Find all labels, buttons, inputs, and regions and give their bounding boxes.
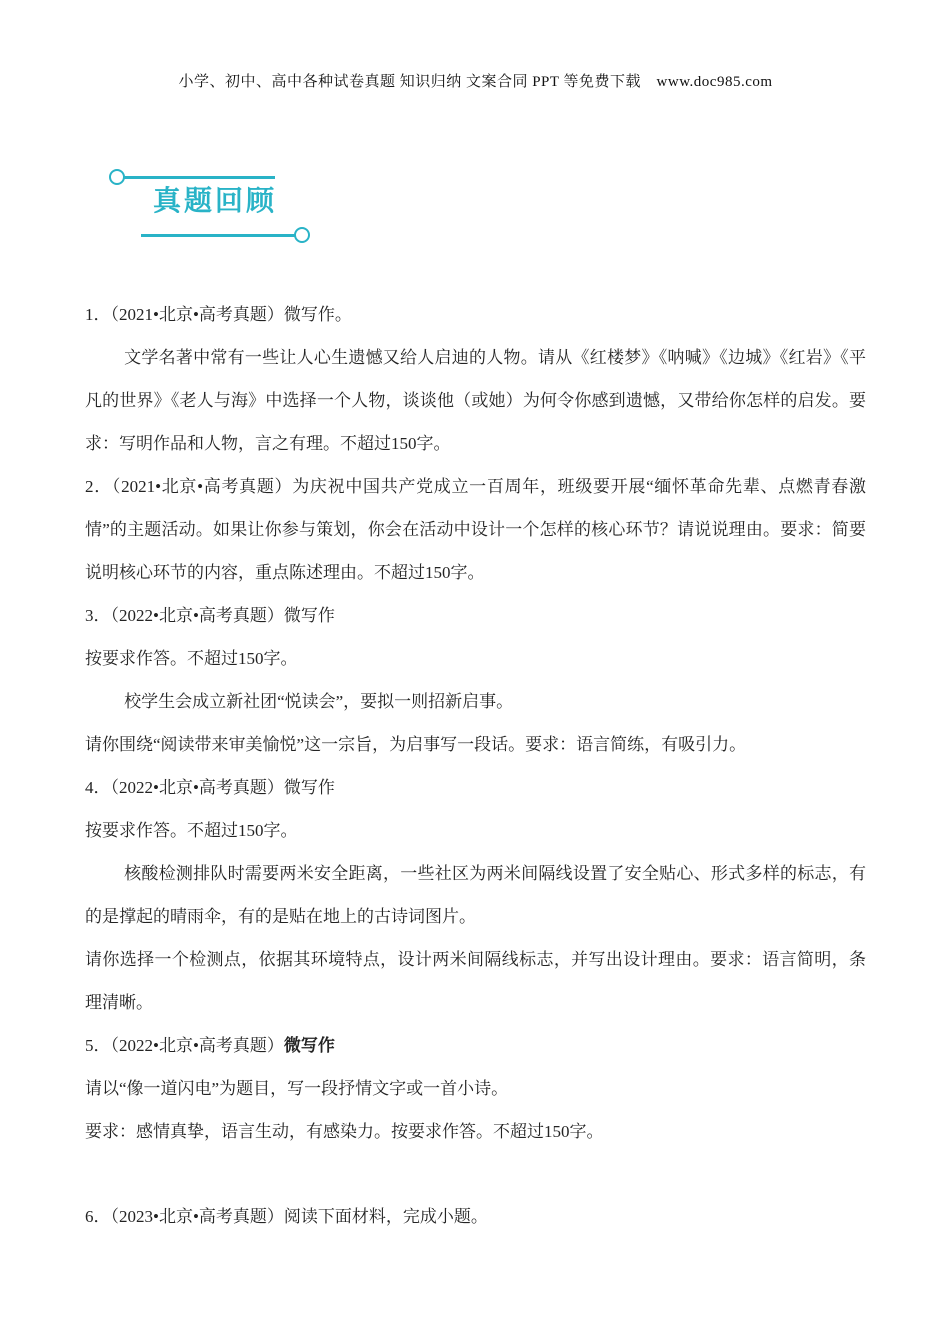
decorative-circle-right-icon: [294, 227, 310, 243]
question-3-body: 校学生会成立新社团“悦读会”，要拟一则招新启事。: [124, 692, 514, 711]
question-5-requirement: 要求：感情真挚，语言生动，有感染力。按要求作答。不超过150字。: [85, 1122, 604, 1141]
question-6-heading: 6．（2023•北京•高考真题）阅读下面材料，完成小题。: [85, 1207, 488, 1226]
question-4-body: 核酸检测排队时需要两米安全距离，一些社区为两米间隔线设置了安全贴心、形式多样的标志，有的是撑起的晴雨伞，有的是贴在地上的古诗词图片。: [85, 864, 866, 926]
question-5-heading: [85, 1024, 866, 1067]
question-3-requirement: 请你围绕“阅读带来审美愉悦”这一宗旨，为启事写一段话。要求：语言简练，有吸引力。: [85, 735, 747, 754]
question-5-label: 5．（2022•北京•高考真题）: [85, 1036, 284, 1055]
decorative-line-bottom: [141, 234, 296, 237]
question-4-instruction: 按要求作答。不超过150字。: [85, 821, 298, 840]
question-4-requirement: 请你选择一个检测点，依据其环境特点，设计两米间隔线标志，并写出设计理由。要求：语言简明，条理清晰。: [85, 950, 866, 1012]
question-4-heading: 4．（2022•北京•高考真题）微写作: [85, 778, 335, 797]
question-5-body: 请以“像一道闪电”为题目，写一段抒情文字或一首小诗。: [85, 1079, 509, 1098]
review-badge: [109, 169, 339, 257]
question-1-body: 文学名著中常有一些让人心生遗憾又给人启迪的人物。请从《红楼梦》《呐喊》《边城》《红岩》《平凡的世界》《老人与海》中选择一个人物，谈谈他（或她）为何令你感到遗憾，又带给你怎样的启发。要求：写明作品和人物，言之有理。不超过150字。: [85, 348, 866, 453]
question-1-heading: 1．（2021•北京•高考真题）微写作。: [85, 305, 352, 324]
decorative-line-top: [123, 176, 275, 179]
question-3-instruction: 按要求作答。不超过150字。: [85, 649, 298, 668]
question-5-title: 微写作: [283, 1036, 335, 1055]
site-header-text: 小学、初中、高中各种试卷真题 知识归纳 文案合同 PPT 等免费下载 www.doc985.com: [178, 74, 773, 90]
question-3-heading: 3．（2022•北京•高考真题）微写作: [85, 606, 335, 625]
questions-list: [85, 293, 866, 1238]
question-2-body: 2．（2021•北京•高考真题）为庆祝中国共产党成立一百周年，班级要开展“缅怀革命先辈、点燃青春激情”的主题活动。如果让你参与策划，你会在活动中设计一个怎样的核心环节？请说说理由。要求：简要说明核心环节的内容，重点陈述理由。不超过150字。: [85, 477, 866, 582]
badge-title: 真题回顾: [153, 185, 278, 216]
